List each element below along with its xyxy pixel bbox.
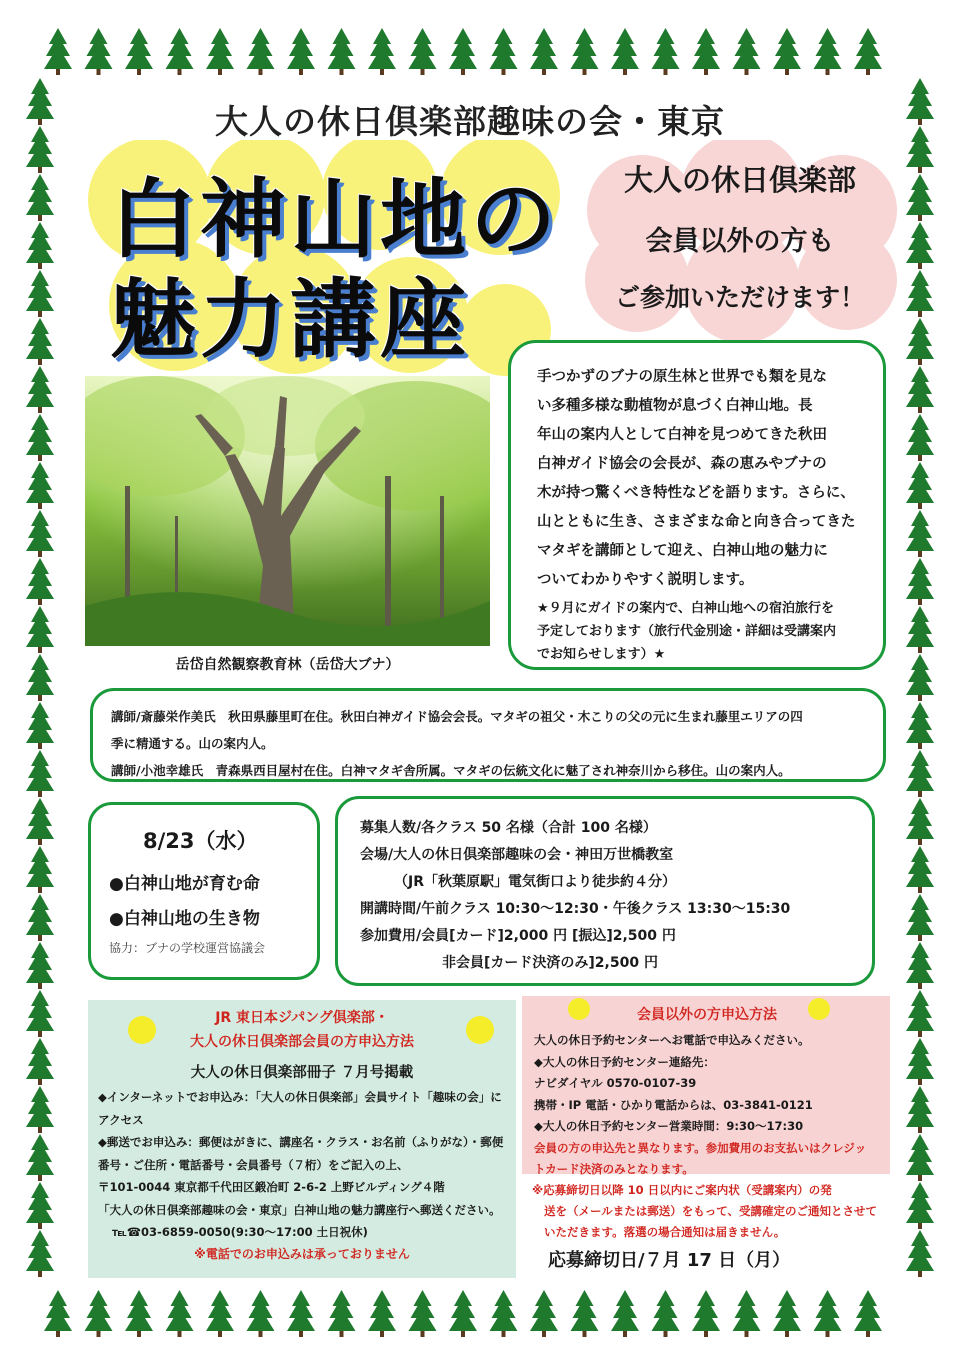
member-apply-subheading: 大人の休日倶楽部冊子 ７月号掲載	[190, 1065, 414, 1081]
tree-icon	[26, 558, 54, 605]
tree-icon	[449, 28, 477, 75]
tree-icon	[854, 28, 882, 75]
yellow-dot-pink-left	[568, 998, 590, 1020]
tree-icon	[906, 1086, 934, 1133]
tree-icon	[26, 1182, 54, 1229]
tree-icon	[449, 1290, 477, 1337]
tree-icon	[906, 846, 934, 893]
tree-icon	[906, 174, 934, 221]
tree-icon	[571, 28, 599, 75]
tree-icon	[906, 1134, 934, 1181]
tree-icon	[287, 28, 315, 75]
tree-icon	[26, 510, 54, 557]
tree-icon	[368, 1290, 396, 1337]
tree-icon	[906, 750, 934, 797]
fee-nonmember: 非会員[カード決済のみ]2,500 円	[442, 955, 658, 971]
tree-icon	[906, 1230, 934, 1277]
tree-icon	[368, 28, 396, 75]
fee-member: 参加費用/会員[カード]2,000 円 [振込]2,500 円	[360, 928, 676, 944]
tree-icon	[854, 1290, 882, 1337]
tree-icon	[906, 798, 934, 845]
tree-icon	[906, 126, 934, 173]
nonmember-application-panel	[522, 996, 890, 1174]
tree-icon	[490, 28, 518, 75]
tree-icon	[733, 28, 761, 75]
tree-icon	[652, 28, 680, 75]
tree-icon	[26, 750, 54, 797]
tree-icon	[26, 654, 54, 701]
tree-icon	[906, 1038, 934, 1085]
no-phone-warning: ※電話でのお申込みは承っておりません	[194, 1246, 410, 1261]
tree-icon	[906, 318, 934, 365]
tree-icon	[166, 1290, 194, 1337]
lecturer-1-line2: 季に精通する。山の案内人。	[111, 736, 274, 751]
tree-icon	[906, 270, 934, 317]
cooperation-credit: 協力：ブナの学校運営協議会	[109, 941, 266, 955]
tree-icon	[26, 462, 54, 509]
topic-2: ●白神山地の生き物	[109, 909, 260, 929]
application-deadline: 応募締切日/７月 17 日（月）	[548, 1250, 791, 1271]
tree-icon	[26, 270, 54, 317]
organizer-title: 大人の休日倶楽部趣味の会・東京	[215, 102, 725, 141]
topic-1: ●白神山地が育む命	[109, 874, 260, 894]
member-apply-heading-1: JR 東日本ジパング倶楽部・	[215, 1010, 389, 1026]
tree-icon	[692, 1290, 720, 1337]
tree-icon	[26, 846, 54, 893]
lecturer-1-line1: 講師/斎藤栄作美氏 秋田県藤里町在住。秋田白神ガイド協会会長。マタギの祖父・木こりの父の元に生まれ藤里エリアの四	[111, 709, 803, 724]
tree-icon	[26, 1134, 54, 1181]
cloud-text-line2: 会員以外の方も	[645, 226, 835, 257]
venue: 会場/大人の休日倶楽部趣味の会・神田万世橋教室	[360, 847, 674, 863]
cloud-text-line3: ご参加いただけます！	[614, 283, 865, 312]
description-text: 手つかずのブナの原生林と世界でも類を見な い多種多様な動植物が息づく白神山地。長 年山の案内人として白神を見つめてきた秋田 白神ガイド協会の会長が、森の恵みやブナの 木が持つ驚くべき特性などを語ります。さらに、 山とともに生き、さまざまな命と向き合ってきた マタギを講師として迎え、白神山地の魅力に ついてわかりやすく説明します。	[537, 369, 856, 588]
tree-icon	[906, 222, 934, 269]
tree-icon	[906, 462, 934, 509]
tree-icon	[26, 1086, 54, 1133]
tree-icon	[611, 1290, 639, 1337]
tree-icon	[26, 366, 54, 413]
tree-icon	[26, 78, 54, 125]
yellow-dot-pink-right	[808, 998, 830, 1020]
main-title-line2: 魅力講座	[110, 270, 470, 370]
tree-icon	[773, 1290, 801, 1337]
tree-icon	[85, 1290, 113, 1337]
tree-icon	[26, 1038, 54, 1085]
event-date: 8/23（水）	[143, 829, 258, 853]
tree-icon	[26, 606, 54, 653]
tree-icon	[287, 1290, 315, 1337]
tree-icon	[26, 222, 54, 269]
schedule-box	[88, 802, 320, 980]
main-title-line1: 白神山地の	[110, 170, 560, 270]
photo-caption: 岳岱自然観察教育林（岳岱大ブナ）	[175, 657, 400, 673]
tree-icon	[530, 28, 558, 75]
tree-icon	[26, 798, 54, 845]
tree-icon	[409, 1290, 437, 1337]
tree-icon	[26, 894, 54, 941]
nonmember-apply-instructions: 大人の休日予約センターへお電話で申込みください。 ◆大人の休日予約センター連絡先： ナビダイヤル 0570-0107-39 携帯・IP 電話・ひかり電話からは、03-3841-0121 ◆大人の休日予約センター営業時間：9:30〜17:30 会員の方の申込先と異なります。参加費用のお支払いはクレジッ トカード決済のみとなります。	[534, 1033, 867, 1176]
tree-icon	[773, 28, 801, 75]
tree-icon	[814, 1290, 842, 1337]
tree-icon	[166, 28, 194, 75]
beech-forest-photo	[85, 376, 490, 646]
venue-access: （JR「秋葉原駅」電気街口より徒歩約４分）	[394, 874, 676, 890]
tree-icon	[44, 28, 72, 75]
tree-icon	[571, 1290, 599, 1337]
tree-icon	[206, 1290, 234, 1337]
nonmember-apply-heading: 会員以外の方申込方法	[637, 1007, 777, 1023]
tree-icon	[125, 1290, 153, 1337]
event-info-box	[335, 796, 875, 986]
tree-icon	[906, 942, 934, 989]
tree-icon	[692, 28, 720, 75]
tree-icon	[906, 606, 934, 653]
tree-icon	[328, 28, 356, 75]
tree-icon	[490, 1290, 518, 1337]
tree-icon	[26, 942, 54, 989]
tree-icon	[530, 1290, 558, 1337]
class-times: 開講時間/午前クラス 10:30〜12:30・午後クラス 13:30〜15:30	[360, 901, 791, 917]
tree-icon	[26, 414, 54, 461]
cloud-text-line1: 大人の休日倶楽部	[623, 163, 856, 197]
tree-icon	[906, 78, 934, 125]
tree-icon	[906, 1182, 934, 1229]
trip-note: ★９月にガイドの案内で、白神山地への宿泊旅行を 予定しております（旅行代金別途・詳細は受講案内 でお知らせします）★	[537, 601, 837, 662]
tree-icon	[906, 414, 934, 461]
member-apply-heading-2: 大人の休日倶楽部会員の方申込方法	[190, 1034, 414, 1050]
lecturers-box	[90, 688, 886, 782]
yellow-dot-right	[466, 1016, 494, 1044]
tree-icon	[26, 318, 54, 365]
tree-icon	[85, 28, 113, 75]
tree-icon	[611, 28, 639, 75]
notification-note: ※応募締切日以降 10 日以内にご案内状（受講案内）の発 送を（メールまたは郵送）をもって、受講確定のご通知とさせて いただきます。落選の場合通知は届きません。	[532, 1183, 878, 1239]
tree-icon	[26, 990, 54, 1037]
tree-icon	[733, 1290, 761, 1337]
tree-icon	[906, 366, 934, 413]
capacity: 募集人数/各クラス 50 名様（合計 100 名様）	[360, 820, 657, 836]
tree-icon	[328, 1290, 356, 1337]
tree-icon	[906, 894, 934, 941]
tree-icon	[652, 1290, 680, 1337]
tree-icon	[125, 28, 153, 75]
tree-icon	[814, 28, 842, 75]
tree-icon	[906, 558, 934, 605]
tree-icon	[247, 28, 275, 75]
tree-icon	[44, 1290, 72, 1337]
tree-icon	[206, 28, 234, 75]
tree-icon	[26, 702, 54, 749]
tree-icon	[906, 654, 934, 701]
member-application-panel	[88, 1000, 516, 1278]
tree-icon	[906, 702, 934, 749]
description-box	[508, 340, 886, 670]
lecturer-2-line: 講師/小池幸雄氏 青森県西目屋村在住。白神マタギ舎所属。マタギの伝統文化に魅了され神奈川から移住。山の案内人。	[111, 763, 791, 778]
tree-icon	[26, 1230, 54, 1277]
yellow-dot-left	[128, 1016, 156, 1044]
member-apply-instructions: ◆インターネットでお申込み：「大人の休日倶楽部」会員サイト「趣味の会」に アクセス ◆郵送でお申込み：郵便はがきに、講座名・クラス・お名前（ふりがな）・郵便 番号・ご住所・電話番号・会員番号（７桁）をご記入の上、 〒101-0044 東京都千代田区鍛冶町 2-6-2 上野ビルディング４階 「大人の休日倶楽部趣味の会・東京」白神山地の魅力講座行へ郵送ください。 ℡☎03-6859-0050(9:30〜17:00 土日祝休)	[98, 1090, 504, 1239]
tree-icon	[906, 990, 934, 1037]
tree-icon	[906, 510, 934, 557]
tree-icon	[26, 174, 54, 221]
tree-icon	[247, 1290, 275, 1337]
tree-icon	[26, 126, 54, 173]
tree-icon	[409, 28, 437, 75]
